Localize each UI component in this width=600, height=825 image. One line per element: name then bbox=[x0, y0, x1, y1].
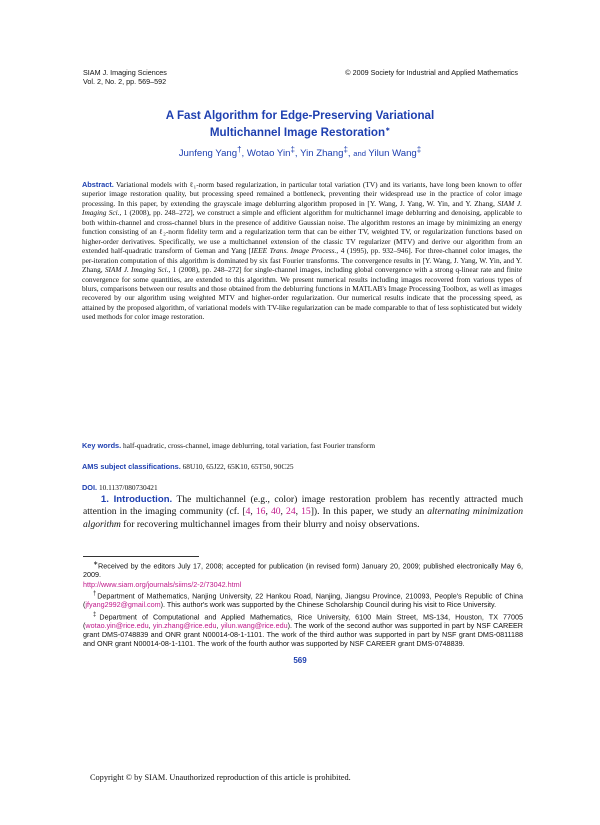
email-link-yin[interactable]: wotao.yin@rice.edu bbox=[85, 621, 149, 631]
abstract-label: Abstract. bbox=[82, 180, 114, 189]
footnotes bbox=[83, 560, 523, 650]
citation-24[interactable]: 24 bbox=[286, 506, 296, 518]
author-2-mark[interactable]: ‡ bbox=[290, 145, 295, 154]
section-heading: 1. Introduction. bbox=[100, 494, 173, 505]
author-4-mark[interactable]: ‡ bbox=[416, 145, 422, 154]
introduction: 1. Introduction. The multichannel (e.g., color) image restoration problem has recently attracted much attention in the imaging community (cf. [4, 16, 40, 24, 15]). In this paper, we study an alternating minimization algorithm for recovering multichannel images from their blurry and noisy observations. bbox=[83, 494, 524, 530]
citation-40[interactable]: 40 bbox=[270, 506, 281, 518]
abstract bbox=[82, 180, 522, 322]
abstract-cite-2: IEEE Trans. Image Process. bbox=[251, 246, 337, 256]
author-list: Junfeng Yang†, Wotao Yin‡, Yin Zhang‡, and Yilun Wang‡ bbox=[178, 145, 422, 160]
title-line-2 bbox=[60, 123, 540, 140]
email-link-wang[interactable]: yilun.wang@rice.edu bbox=[220, 621, 288, 631]
abstract-text-3: , 4 (1995), pp. 932–946]. For three-channel color images, the per-iteration computation of this algorithm is dominated by six fast Fourier transforms. The convergence results in [Y. Wang, J. Yang, W. Yin, and Y. Zhang, bbox=[82, 246, 522, 275]
keywords-text: half-quadratic, cross-channel, image deblurring, total variation, fast Fourier transform bbox=[121, 441, 376, 450]
abstract-text-1: Variational models with ℓ₁-norm based regularization, in particular total variation (TV) and its variants, have long been known to offer superior image restoration quality, but processing speed remained a bottleneck, preventing their widespread use in the practice of color image processing. In this paper, by extending the grayscale image deblurring algorithm proposed in [Y. Wang, J. Yang, W. Yin, and Y. Zhang, bbox=[82, 180, 522, 208]
keywords bbox=[82, 441, 522, 450]
footnote-rule bbox=[83, 556, 199, 557]
abstract-cite-1: SIAM J. Imaging Sci. bbox=[82, 198, 522, 218]
footnote-authors-rice: ‡Department of Computational and Applied Mathematics, Rice University, 6100 Main Street, MS-134, Houston, TX 77005 (wotao.yin@rice.edu, yin.zhang@rice.edu, yilun.wang@rice.edu). The work of the second author was supported in part by NSF CAREER grant DMS-0748839 and ONR grant N00014-08-1-1101. The work of the third author was supported in part by NSF grant DMS-0811188 and ONR grant N00014-08-1-1101. The work of the fourth author was supported by NSF CAREER grant DMS-0748839. bbox=[83, 611, 524, 649]
footnote-2-mark: † bbox=[93, 590, 98, 597]
author-4: Yilun Wang bbox=[368, 148, 417, 160]
email-link-zhang[interactable]: yin.zhang@rice.edu bbox=[152, 621, 217, 631]
footnote-received bbox=[83, 560, 523, 589]
author-3-mark[interactable]: ‡ bbox=[343, 145, 348, 154]
author-3: Yin Zhang bbox=[300, 148, 344, 160]
doi bbox=[82, 483, 522, 492]
ams-classifications bbox=[82, 462, 522, 471]
title-footnote-mark[interactable]: ∗ bbox=[385, 127, 391, 133]
running-header-copyright: © 2009 Society for Industrial and Applied Mathematics bbox=[345, 68, 518, 77]
paper-title bbox=[60, 109, 540, 140]
footnote-3-mark: ‡ bbox=[93, 611, 100, 618]
footnote-2-text-b: ). This author's work was supported by the Chinese Scholarship Council during his visit to Rice University. bbox=[160, 600, 497, 610]
author-1-mark[interactable]: † bbox=[237, 145, 242, 154]
ams-label: AMS subject classifications. bbox=[82, 462, 181, 471]
citation-16[interactable]: 16 bbox=[255, 506, 266, 518]
citation-4[interactable]: 4 bbox=[245, 506, 251, 518]
volume-info: Vol. 2, No. 2, pp. 569–592 bbox=[83, 76, 167, 86]
footnote-2-text-a: Department of Mathematics, Nanjing University, 22 Hankou Road, Nanjing, Jiangsu Province, 210093, People's Republic of China ( bbox=[83, 591, 524, 610]
title-line-1: A Fast Algorithm for Edge-Preserving Variational bbox=[165, 109, 435, 122]
footnote-1-text: Received by the editors July 17, 2008; accepted for publication (in revised form) January 20, 2009; published electronically May 6, 2009. bbox=[83, 561, 523, 580]
footnote-3-text-b: ). The work of the second author was supported in part by NSF CAREER grant DMS-0748839 and ONR grant N00014-08-1-1101. The work of the third author was supported in part by NSF grant DMS-0811188 and ONR grant N00014-08-1-1101. The work of the fourth author was supported by NSF CAREER grant DMS-0748839. bbox=[83, 621, 524, 649]
footnote-1-mark: ∗ bbox=[93, 561, 99, 567]
author-2: Wotao Yin bbox=[246, 148, 291, 160]
journal-name: SIAM J. Imaging Sciences bbox=[83, 68, 167, 77]
intro-emphasis: alternating minimization algorithm bbox=[83, 506, 524, 530]
page-number: 569 bbox=[293, 656, 307, 665]
author-conjunction: and bbox=[353, 149, 366, 159]
abstract-text-2: , 1 (2008), pp. 248–272], we construct a simple and efficient algorithm for multichannel image deblurring and denoising, applicable to both within-channel and cross-channel blurs in the presence of additive Gaussian noise. The algorithm restores an image by minimizing an energy function consisting of an ℓ₂-norm fidelity term and a regularization term that can be either TV, weighted TV, or regularization functions based on higher-order derivatives. Specifically, we use a multichannel extension of the classic TV regularizer (MTV) and derive our algorithm from an extended half-quadratic transform of Geman and Yang [ bbox=[82, 208, 522, 256]
citation-15[interactable]: 15 bbox=[301, 506, 311, 518]
doi-label: DOI. bbox=[82, 483, 98, 492]
footnote-3-text-a: Department of Computational and Applied Mathematics, Rice University, 6100 Main Street, MS-134, Houston, TX 77005 ( bbox=[83, 612, 524, 631]
keywords-label: Key words. bbox=[82, 441, 122, 450]
title-line-2-text: Multichannel Image Restoration bbox=[209, 125, 386, 139]
abstract-text-4: , 1 (2008), pp. 248–272] for single-channel images, including global convergence with a strong q-linear rate and finite convergence for some quantities, are extended to this algorithm. We present numerical results including images recovered from various types of blurs, comparisons between our results and those obtained from the deblurring functions in MATLAB's Image Processing Toolbox, as well as images recovered by our algorithm using weighted MTV and higher-order regularization. Our numerical results indicate that the processing speed, as attained by the proposed algorithm, of variational models with TV-like regularization can be made comparable to that of less sophisticated but widely used methods for color image restoration. bbox=[82, 265, 523, 322]
email-link-yang[interactable]: jfyang2992@gmail.com bbox=[85, 600, 161, 610]
intro-text-2: ]). In this paper, we study an bbox=[310, 506, 428, 518]
author-1: Junfeng Yang bbox=[178, 148, 238, 160]
copyright-footer: Copyright © by SIAM. Unauthorized reproduction of this article is prohibited. bbox=[90, 773, 351, 782]
intro-text-1: The multichannel (e.g., color) image restoration problem has recently attracted much attention in the imaging community (cf. [ bbox=[83, 494, 523, 518]
article-url-link[interactable]: http://www.siam.org/journals/siims/2-2/73042.html bbox=[83, 579, 242, 589]
footnote-author-1 bbox=[83, 590, 523, 610]
running-header-left bbox=[83, 69, 167, 86]
intro-text-3: for recovering multichannel images from their blurry and noisy observations. bbox=[120, 518, 420, 530]
ams-text: 68U10, 65J22, 65K10, 65T50, 90C25 bbox=[180, 462, 294, 471]
abstract-cite-3: SIAM J. Imaging Sci. bbox=[104, 265, 169, 275]
doi-text: 10.1137/080730421 bbox=[97, 483, 158, 492]
